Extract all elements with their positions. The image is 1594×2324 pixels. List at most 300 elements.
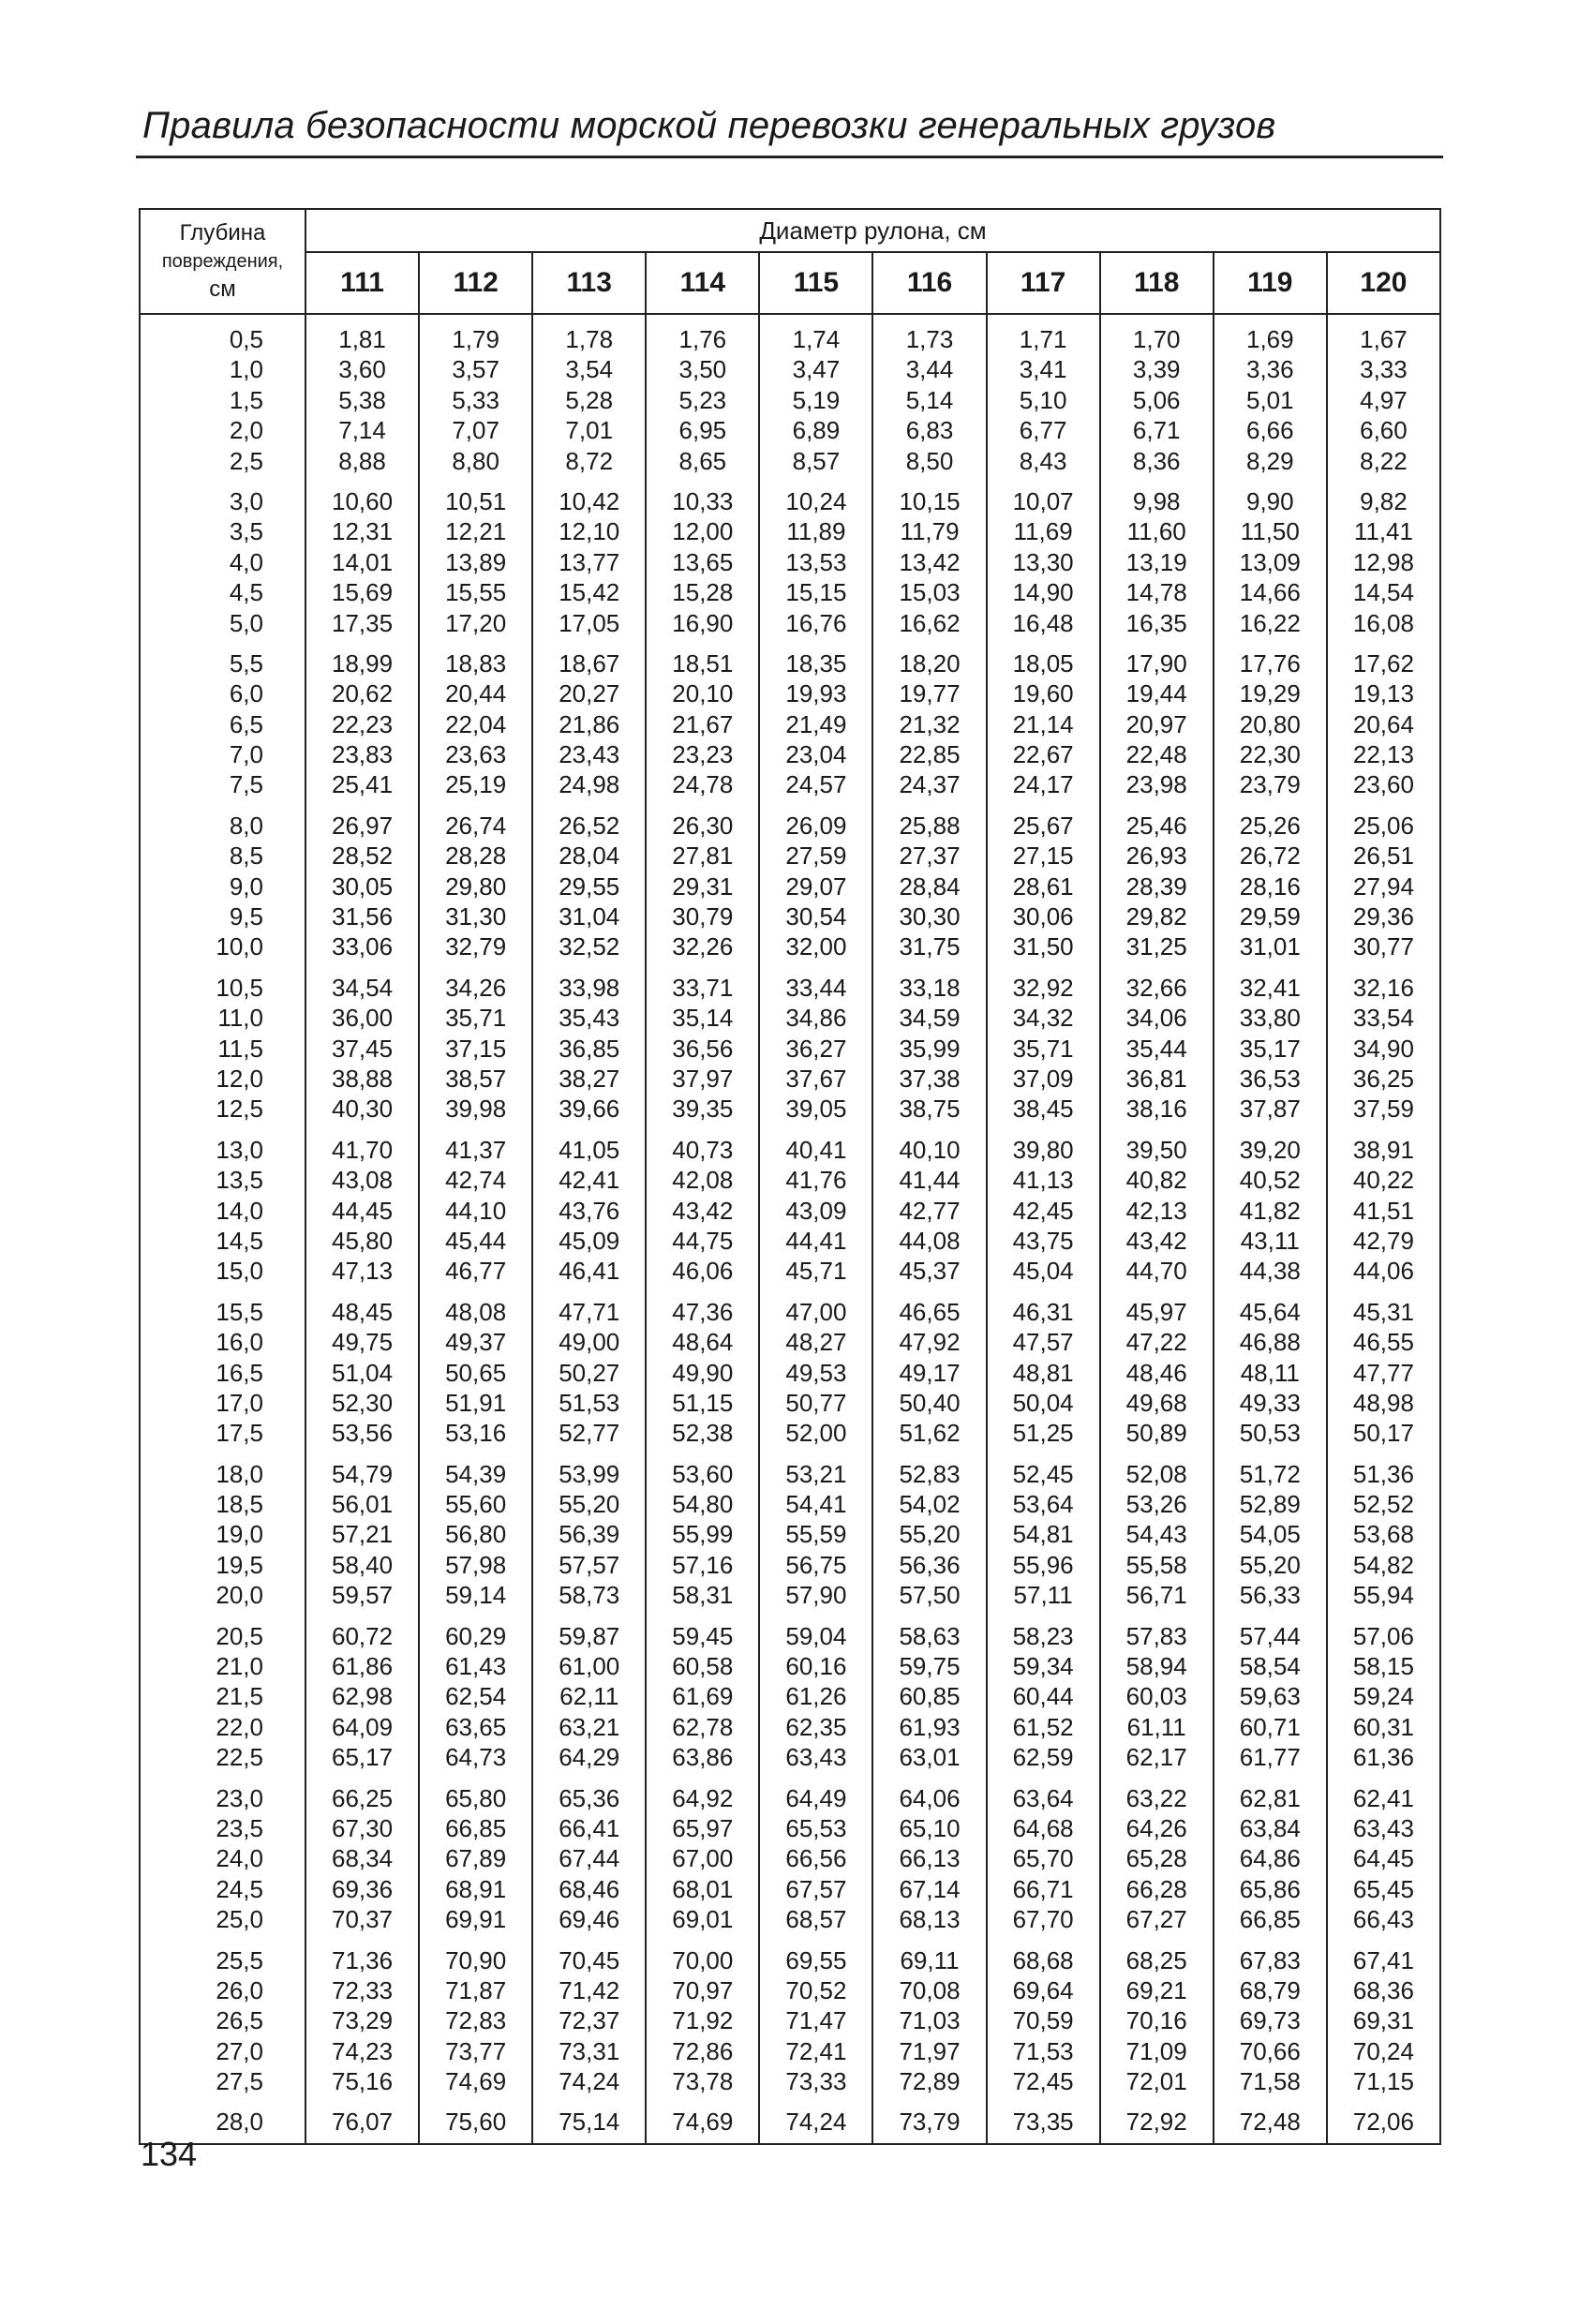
cell-value: 71,47 [785, 2006, 847, 2035]
cell-value: 53,16 [445, 1419, 507, 1448]
cell-value: 5,14 [905, 385, 954, 414]
cell-value: 43,42 [1125, 1226, 1187, 1255]
cell-value: 75,60 [445, 2108, 507, 2137]
cell-value: 44,45 [332, 1196, 394, 1225]
cell-value: 47,57 [1012, 1328, 1074, 1357]
cell-value: 21,14 [1012, 709, 1074, 738]
cell-value: 71,09 [1125, 2036, 1187, 2065]
cell-value: 67,27 [1125, 1905, 1187, 1934]
cell-value: 33,44 [785, 973, 847, 1002]
cell-value: 48,27 [785, 1328, 847, 1357]
cell-value: 22,13 [1352, 740, 1414, 769]
cell-value: 32,00 [785, 932, 847, 961]
cell-value: 6,71 [1132, 416, 1181, 445]
cell-value: 57,90 [785, 1581, 847, 1610]
cell-value: 59,04 [785, 1621, 847, 1650]
cell-value: 38,88 [332, 1064, 394, 1093]
cell-value: 66,56 [785, 1844, 847, 1873]
row-group [306, 1297, 418, 1449]
cell-value: 34,59 [899, 1004, 961, 1033]
cell-value: 69,73 [1239, 2006, 1301, 2035]
cell-value: 72,48 [1239, 2108, 1301, 2137]
cell-value: 67,83 [1239, 1945, 1301, 1974]
cell-value: 43,75 [1012, 1226, 1074, 1255]
cell-value: 33,06 [332, 932, 394, 961]
cell-value: 69,55 [785, 1945, 847, 1974]
cell-value: 50,77 [785, 1388, 847, 1417]
cell-value: 53,56 [332, 1419, 394, 1448]
diameter-column [532, 314, 646, 2144]
cell-value: 50,27 [559, 1358, 620, 1387]
row-group [420, 973, 531, 1125]
cell-value: 38,91 [1352, 1135, 1414, 1164]
cell-value: 68,79 [1239, 1975, 1301, 2004]
row-group [1214, 973, 1326, 1125]
cell-value: 38,57 [445, 1064, 507, 1093]
cell-value: 15,42 [559, 578, 620, 607]
row-group [1101, 1783, 1213, 1935]
cell-value: 18,05 [1012, 648, 1074, 678]
cell-value: 54,43 [1125, 1520, 1187, 1549]
cell-value: 3,33 [1360, 355, 1408, 384]
row-group [1328, 1459, 1439, 1611]
cell-value: 34,32 [1012, 1004, 1074, 1033]
depth-value: 20,5 [216, 1621, 263, 1650]
cell-value: 1,70 [1132, 325, 1181, 353]
cell-value: 70,00 [672, 1945, 734, 1974]
depth-value: 20,0 [216, 1581, 263, 1610]
cell-value: 73,79 [899, 2108, 961, 2137]
row-group [988, 1945, 1099, 2097]
cell-value: 60,29 [445, 1621, 507, 1650]
row-group [420, 1459, 531, 1611]
cell-value: 50,53 [1239, 1419, 1301, 1448]
row-group [647, 1783, 758, 1935]
cell-value: 16,48 [1012, 608, 1074, 637]
cell-value: 45,80 [332, 1226, 394, 1255]
cell-value: 23,43 [559, 740, 620, 769]
cell-value: 54,02 [899, 1490, 961, 1519]
cell-value: 44,08 [899, 1226, 961, 1255]
cell-value: 61,86 [332, 1652, 394, 1681]
depth-value: 8,5 [229, 842, 263, 871]
cell-value: 12,00 [672, 517, 734, 546]
cell-value: 32,66 [1125, 973, 1187, 1002]
row-group [988, 1459, 1099, 1611]
cell-value: 43,11 [1240, 1226, 1300, 1255]
cell-value: 17,62 [1352, 648, 1414, 678]
cell-value: 42,79 [1352, 1226, 1414, 1255]
cell-value: 8,29 [1245, 446, 1294, 475]
cell-value: 10,33 [672, 486, 734, 515]
cell-value: 35,44 [1125, 1034, 1187, 1063]
cell-value: 70,97 [672, 1975, 734, 2004]
row-group [1328, 2107, 1439, 2137]
depth-value: 19,0 [216, 1520, 263, 1549]
cell-value: 40,41 [785, 1135, 847, 1164]
cell-value: 50,89 [1125, 1419, 1187, 1448]
row-group [141, 973, 263, 1125]
cell-value: 20,27 [559, 679, 620, 708]
depth-value: 19,5 [216, 1550, 263, 1579]
cell-value: 71,53 [1012, 2036, 1074, 2065]
depth-value: 24,0 [216, 1844, 263, 1873]
row-group [647, 811, 758, 962]
row-group [533, 1945, 645, 2097]
depth-value: 14,0 [216, 1196, 263, 1225]
depth-value: 12,5 [216, 1095, 263, 1124]
cell-value: 60,58 [672, 1652, 734, 1681]
cell-value: 48,11 [1240, 1358, 1300, 1387]
data-table [139, 208, 1441, 2145]
cell-value: 61,52 [1012, 1712, 1074, 1741]
cell-value: 46,31 [1012, 1297, 1074, 1326]
cell-value: 69,31 [1352, 2006, 1414, 2035]
cell-value: 32,79 [445, 932, 507, 961]
cell-value: 76,07 [332, 2108, 394, 2137]
cell-value: 33,18 [899, 973, 961, 1002]
cell-value: 11,60 [1126, 517, 1186, 546]
cell-value: 43,76 [559, 1196, 620, 1225]
cell-value: 37,59 [1352, 1095, 1414, 1124]
cell-value: 54,81 [1012, 1520, 1074, 1549]
cell-value: 60,31 [1352, 1712, 1414, 1741]
cell-value: 75,14 [559, 2108, 620, 2137]
cell-value: 40,82 [1125, 1166, 1187, 1195]
header-rule [136, 156, 1443, 158]
row-group [533, 1297, 645, 1449]
cell-value: 62,17 [1125, 1743, 1187, 1772]
row-group [533, 324, 645, 476]
row-group [647, 2107, 758, 2137]
cell-value: 74,24 [785, 2108, 847, 2137]
cell-value: 72,06 [1352, 2108, 1414, 2137]
cell-value: 54,82 [1352, 1550, 1414, 1579]
cell-value: 61,36 [1352, 1743, 1414, 1772]
row-group [760, 1945, 871, 2097]
cell-value: 59,57 [332, 1581, 394, 1610]
cell-value: 13,77 [559, 547, 620, 576]
cell-value: 11,89 [786, 517, 846, 546]
cell-value: 14,66 [1239, 578, 1301, 607]
cell-value: 68,01 [672, 1874, 734, 1903]
cell-value: 58,73 [559, 1581, 620, 1610]
row-group [533, 1621, 645, 1773]
cell-value: 42,45 [1012, 1196, 1074, 1225]
row-group [647, 486, 758, 638]
row-group [760, 1297, 871, 1449]
cell-value: 45,71 [785, 1257, 847, 1286]
cell-value: 70,08 [899, 1975, 961, 2004]
cell-value: 59,63 [1239, 1682, 1301, 1711]
depth-value: 23,0 [216, 1783, 263, 1812]
cell-value: 55,20 [1239, 1550, 1301, 1579]
cell-value: 62,35 [785, 1712, 847, 1741]
cell-value: 63,01 [899, 1743, 961, 1772]
cell-value: 50,17 [1352, 1419, 1414, 1448]
cell-value: 61,93 [899, 1712, 961, 1741]
cell-value: 8,57 [792, 446, 841, 475]
cell-value: 6,60 [1360, 416, 1408, 445]
cell-value: 54,80 [672, 1490, 734, 1519]
row-group [306, 1621, 418, 1773]
row-group [1214, 1621, 1326, 1773]
cell-value: 54,39 [445, 1459, 507, 1488]
depth-value: 7,5 [229, 770, 263, 799]
row-group [1214, 486, 1326, 638]
cell-value: 25,67 [1012, 811, 1074, 840]
row-group [1328, 1783, 1439, 1935]
depth-value: 27,0 [216, 2036, 263, 2065]
cell-value: 67,57 [785, 1874, 847, 1903]
diameter-column [305, 314, 419, 2144]
depth-value: 13,0 [216, 1135, 263, 1164]
depth-value: 26,5 [216, 2006, 263, 2035]
depth-header-line: повреждения, [161, 251, 284, 272]
cell-value: 29,36 [1352, 902, 1414, 931]
cell-value: 22,67 [1012, 740, 1074, 769]
row-group [988, 973, 1099, 1125]
depth-value: 18,0 [216, 1459, 263, 1488]
cell-value: 13,09 [1239, 547, 1301, 576]
cell-value: 12,98 [1352, 547, 1414, 576]
cell-value: 10,15 [899, 486, 961, 515]
cell-value: 28,61 [1012, 872, 1074, 901]
cell-value: 52,89 [1239, 1490, 1301, 1519]
cell-value: 13,19 [1125, 547, 1187, 576]
cell-value: 63,21 [559, 1712, 620, 1741]
cell-value: 22,23 [332, 709, 394, 738]
row-group [1328, 1135, 1439, 1287]
cell-value: 49,33 [1239, 1388, 1301, 1417]
cell-value: 52,00 [785, 1419, 847, 1448]
cell-value: 31,50 [1012, 932, 1074, 961]
cell-value: 3,60 [338, 355, 386, 384]
depth-value: 8,0 [229, 811, 263, 840]
cell-value: 35,71 [445, 1004, 507, 1033]
depth-value: 21,0 [216, 1652, 263, 1681]
depth-value: 17,5 [216, 1419, 263, 1448]
cell-value: 29,07 [785, 872, 847, 901]
cell-value: 16,62 [899, 608, 961, 637]
depth-value: 28,0 [216, 2108, 263, 2137]
cell-value: 26,72 [1239, 842, 1301, 871]
depth-column [140, 314, 305, 2144]
cell-value: 42,08 [672, 1166, 734, 1195]
cell-value: 62,41 [1352, 1783, 1414, 1812]
cell-value: 34,86 [785, 1004, 847, 1033]
cell-value: 17,76 [1239, 648, 1301, 678]
cell-value: 47,13 [332, 1257, 394, 1286]
cell-value: 56,75 [785, 1550, 847, 1579]
cell-value: 36,85 [559, 1034, 620, 1063]
cell-value: 30,30 [899, 902, 961, 931]
cell-value: 28,16 [1239, 872, 1301, 901]
cell-value: 73,77 [445, 2036, 507, 2065]
cell-value: 19,60 [1012, 679, 1074, 708]
cell-value: 11,69 [1013, 517, 1073, 546]
cell-value: 55,94 [1352, 1581, 1414, 1610]
row-group [306, 811, 418, 962]
cell-value: 32,16 [1352, 973, 1414, 1002]
cell-value: 55,96 [1012, 1550, 1074, 1579]
cell-value: 26,74 [445, 811, 507, 840]
cell-value: 26,51 [1352, 842, 1414, 871]
row-group [647, 648, 758, 800]
row-group [1101, 811, 1213, 962]
cell-value: 52,77 [559, 1419, 620, 1448]
depth-value: 9,5 [229, 902, 263, 931]
cell-value: 30,77 [1352, 932, 1414, 961]
cell-value: 41,51 [1352, 1196, 1414, 1225]
cell-value: 66,13 [899, 1844, 961, 1873]
cell-value: 48,98 [1352, 1388, 1414, 1417]
cell-value: 57,21 [332, 1520, 394, 1549]
cell-value: 49,37 [445, 1328, 507, 1357]
cell-value: 58,54 [1239, 1652, 1301, 1681]
row-group [420, 1135, 531, 1287]
cell-value: 15,69 [332, 578, 394, 607]
cell-value: 58,63 [899, 1621, 961, 1650]
cell-value: 46,65 [899, 1297, 961, 1326]
row-group [760, 1459, 871, 1611]
cell-value: 17,05 [559, 608, 620, 637]
depth-value: 5,0 [229, 608, 263, 637]
cell-value: 41,05 [559, 1135, 620, 1164]
row-group [760, 1621, 871, 1773]
cell-value: 59,14 [445, 1581, 507, 1610]
cell-value: 68,36 [1352, 1975, 1414, 2004]
depth-value: 6,5 [229, 709, 263, 738]
depth-value: 16,0 [216, 1328, 263, 1357]
cell-value: 64,09 [332, 1712, 394, 1741]
cell-value: 5,06 [1132, 385, 1181, 414]
cell-value: 67,44 [559, 1844, 620, 1873]
cell-value: 7,07 [452, 416, 499, 445]
cell-value: 19,93 [785, 679, 847, 708]
cell-value: 30,05 [332, 872, 394, 901]
cell-value: 8,80 [452, 446, 499, 475]
cell-value: 63,86 [672, 1743, 734, 1772]
cell-value: 39,20 [1239, 1135, 1301, 1164]
cell-value: 57,11 [1013, 1581, 1073, 1610]
cell-value: 54,05 [1239, 1520, 1301, 1549]
row-group [873, 1621, 985, 1773]
depth-header-line: Глубина [179, 220, 266, 246]
cell-value: 67,89 [445, 1844, 507, 1873]
cell-value: 61,00 [559, 1652, 620, 1681]
cell-value: 26,97 [332, 811, 394, 840]
cell-value: 72,41 [785, 2036, 847, 2065]
cell-value: 52,52 [1352, 1490, 1414, 1519]
row-group [1214, 1297, 1326, 1449]
row-group [873, 1297, 985, 1449]
cell-value: 20,44 [445, 679, 507, 708]
row-group [988, 811, 1099, 962]
cell-value: 67,30 [332, 1813, 394, 1842]
row-group [420, 648, 531, 800]
cell-value: 37,97 [672, 1064, 734, 1093]
cell-value: 75,16 [332, 2067, 394, 2096]
cell-value: 72,33 [332, 1975, 394, 2004]
cell-value: 67,41 [1352, 1945, 1414, 1974]
cell-value: 13,42 [899, 547, 961, 576]
cell-value: 58,94 [1125, 1652, 1187, 1681]
diameter-column-header: 111 [305, 252, 419, 314]
cell-value: 24,98 [559, 770, 620, 799]
cell-value: 47,22 [1125, 1328, 1187, 1357]
cell-value: 8,88 [338, 446, 386, 475]
cell-value: 42,77 [899, 1196, 961, 1225]
cell-value: 10,07 [1012, 486, 1074, 515]
cell-value: 10,42 [559, 486, 620, 515]
cell-value: 37,15 [445, 1034, 507, 1063]
cell-value: 48,08 [445, 1297, 507, 1326]
row-group [533, 2107, 645, 2137]
depth-value: 24,5 [216, 1874, 263, 1903]
cell-value: 44,75 [672, 1226, 734, 1255]
depth-value: 10,0 [216, 932, 263, 961]
row-group [647, 1135, 758, 1287]
cell-value: 45,44 [445, 1226, 507, 1255]
cell-value: 70,16 [1125, 2006, 1187, 2035]
cell-value: 64,73 [445, 1743, 507, 1772]
row-group [647, 973, 758, 1125]
cell-value: 25,19 [445, 770, 507, 799]
cell-value: 48,64 [672, 1328, 734, 1357]
cell-value: 3,44 [905, 355, 954, 384]
cell-value: 32,52 [559, 932, 620, 961]
cell-value: 11,41 [1353, 517, 1413, 546]
cell-value: 71,92 [672, 2006, 734, 2035]
cell-value: 53,99 [559, 1459, 620, 1488]
row-group [760, 486, 871, 638]
row-group [1101, 2107, 1213, 2137]
depth-header-line: см [209, 276, 236, 302]
cell-value: 7,01 [565, 416, 614, 445]
row-group [647, 324, 758, 476]
row-group [1101, 973, 1213, 1125]
cell-value: 25,41 [332, 770, 394, 799]
row-group [1328, 1621, 1439, 1773]
cell-value: 54,41 [785, 1490, 847, 1519]
row-group [873, 1783, 985, 1935]
cell-value: 68,91 [445, 1874, 507, 1903]
cell-value: 57,16 [672, 1550, 734, 1579]
depth-value: 25,5 [216, 1945, 263, 1974]
cell-value: 72,45 [1012, 2067, 1074, 2096]
cell-value: 70,45 [559, 1945, 620, 1974]
cell-value: 65,28 [1125, 1844, 1187, 1873]
row-group [1214, 648, 1326, 800]
row-group [873, 1135, 985, 1287]
cell-value: 64,92 [672, 1783, 734, 1812]
cell-value: 19,44 [1125, 679, 1187, 708]
row-group [1328, 973, 1439, 1125]
cell-value: 64,68 [1012, 1813, 1074, 1842]
cell-value: 34,26 [445, 973, 507, 1002]
cell-value: 39,35 [672, 1095, 734, 1124]
cell-value: 45,09 [559, 1226, 620, 1255]
cell-value: 8,36 [1132, 446, 1181, 475]
cell-value: 31,56 [332, 902, 394, 931]
cell-value: 57,06 [1352, 1621, 1414, 1650]
cell-value: 69,11 [900, 1945, 960, 1974]
diameter-column [987, 314, 1100, 2144]
cell-value: 62,78 [672, 1712, 734, 1741]
cell-value: 30,06 [1012, 902, 1074, 931]
row-group [533, 811, 645, 962]
